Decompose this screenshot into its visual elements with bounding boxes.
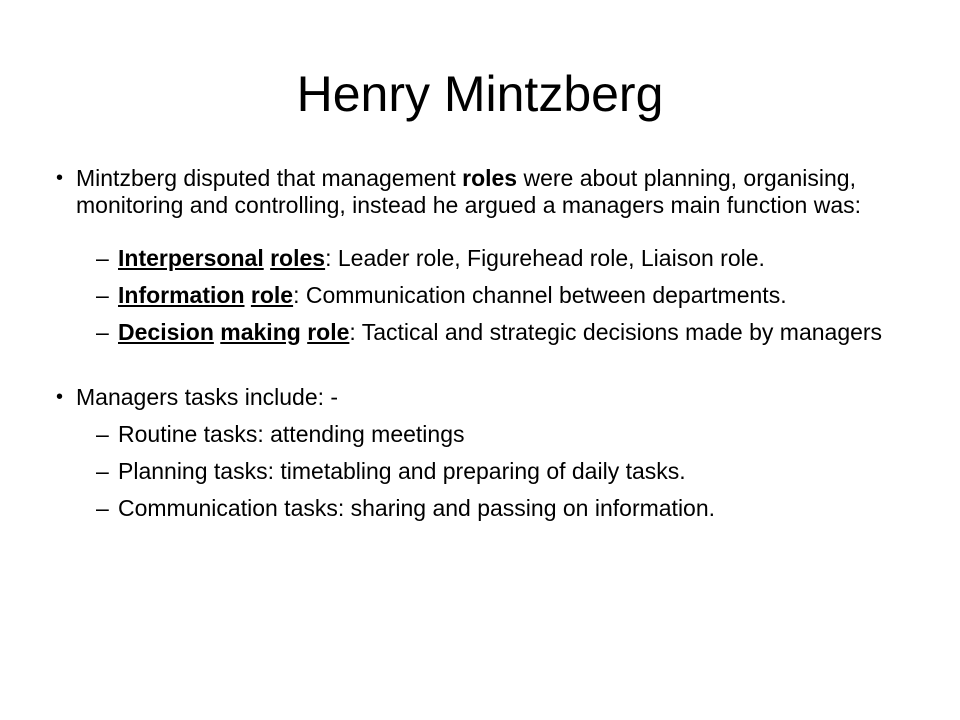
task-item <box>66 458 916 485</box>
role-item <box>66 245 916 272</box>
role-item <box>66 282 916 309</box>
slide-body <box>56 165 916 522</box>
tasks-heading-text: Managers tasks include: - <box>76 384 339 410</box>
bullet-intro <box>56 165 916 219</box>
role-term: roles <box>270 245 326 271</box>
dash-icon: – <box>96 282 109 308</box>
task-text: Communication tasks: sharing and passing on information. <box>118 495 716 521</box>
dash-icon: – <box>96 245 109 271</box>
role-description: : Tactical and strategic decisions made by managers <box>349 319 883 345</box>
dash-icon: – <box>96 319 109 345</box>
intro-text-before: Mintzberg disputed that management <box>76 165 463 191</box>
role-item <box>66 319 916 346</box>
bullet-icon: • <box>56 386 64 408</box>
role-term: role <box>307 319 350 345</box>
role-term: Information <box>118 282 245 308</box>
bullet-icon: • <box>56 167 64 189</box>
task-text: Planning tasks: timetabling and preparing of daily tasks. <box>118 458 686 484</box>
slide-title: Henry Mintzberg <box>296 66 664 122</box>
dash-icon: – <box>96 458 109 484</box>
task-item <box>66 495 916 522</box>
role-description: : Leader role, Figurehead role, Liaison role. <box>325 245 765 271</box>
task-text: Routine tasks: attending meetings <box>118 421 465 447</box>
intro-text-after: were about planning, organising, monitoring and controlling, instead he argued a managers main function was: <box>76 165 862 218</box>
role-description: : Communication channel between departments. <box>293 282 787 308</box>
task-item <box>66 421 916 448</box>
role-term: Interpersonal <box>118 245 264 271</box>
role-term: making <box>220 319 301 345</box>
dash-icon: – <box>96 421 109 447</box>
role-term: Decision <box>118 319 214 345</box>
bullet-tasks-heading <box>56 384 916 411</box>
role-term: role <box>250 282 294 308</box>
dash-icon: – <box>96 495 109 521</box>
intro-text-emphasis: roles <box>462 165 518 191</box>
